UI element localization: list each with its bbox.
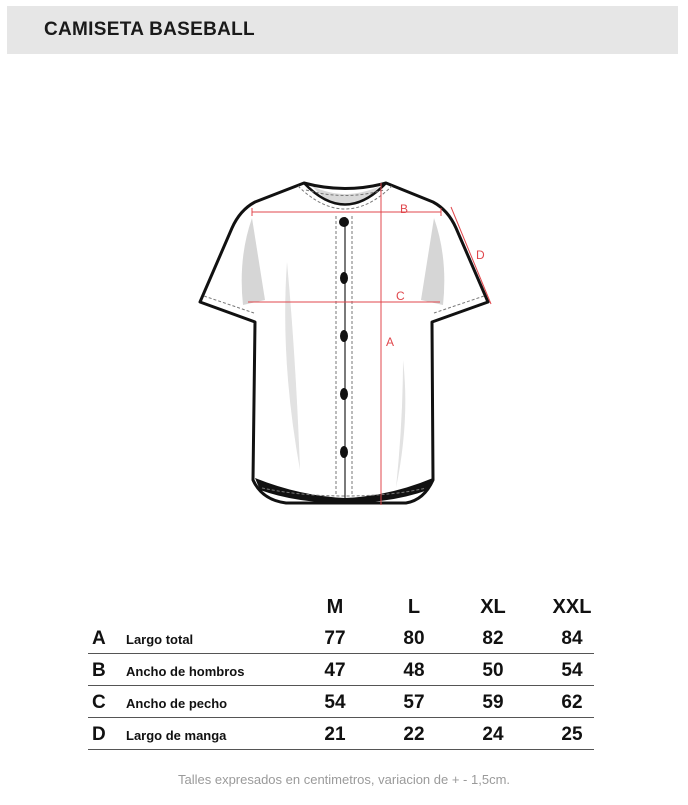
row-letter: A — [92, 628, 106, 649]
row-value: 48 — [403, 660, 425, 681]
row-letter: C — [92, 692, 106, 713]
row-value: 54 — [324, 692, 346, 713]
button-1 — [339, 217, 349, 227]
size-xl: XL — [480, 596, 506, 618]
shirt-fold-right — [396, 360, 405, 488]
size-l: L — [407, 596, 421, 618]
page-title: CAMISETA BASEBALL — [44, 19, 255, 40]
row-label: Largo de manga — [126, 728, 227, 743]
size-xxl: XXL — [552, 596, 592, 618]
row-value: 21 — [324, 724, 346, 745]
shirt-fold-left — [285, 262, 300, 470]
row-value: 47 — [324, 660, 346, 681]
label-c: C — [396, 289, 405, 303]
table-row — [88, 655, 594, 686]
row-value: 22 — [403, 724, 425, 745]
shirt-shade-right — [421, 218, 444, 305]
row-value: 24 — [482, 724, 504, 745]
row-value: 50 — [482, 660, 504, 681]
measure-line-d — [451, 207, 491, 304]
table-row — [88, 719, 594, 750]
row-value: 84 — [561, 628, 583, 649]
row-letter: B — [92, 660, 106, 681]
table-row — [88, 687, 594, 718]
table-row — [88, 623, 594, 654]
row-value: 62 — [561, 692, 583, 713]
size-header — [88, 592, 594, 622]
row-value: 25 — [561, 724, 583, 745]
button-3 — [340, 330, 348, 342]
row-value: 57 — [403, 692, 425, 713]
row-label: Largo total — [126, 632, 194, 647]
row-value: 80 — [403, 628, 425, 649]
row-value: 54 — [561, 660, 583, 681]
label-d: D — [476, 248, 485, 262]
row-letter: D — [92, 724, 106, 745]
measure-lines — [248, 183, 491, 505]
row-value: 82 — [482, 628, 504, 649]
label-b: B — [400, 202, 409, 216]
label-a: A — [386, 335, 395, 349]
shirt-buttons — [339, 217, 349, 458]
row-label: Ancho de hombros — [126, 664, 245, 679]
shirt-shade-left — [242, 218, 265, 305]
footnote: Talles expresados en centimetros, variacion de + - 1,5cm. — [177, 772, 511, 787]
button-5 — [340, 446, 348, 458]
button-2 — [340, 272, 348, 284]
size-table — [88, 592, 594, 750]
shirt-hem-right — [345, 478, 433, 503]
row-value: 59 — [482, 692, 504, 713]
shirt-hem-left — [255, 478, 345, 503]
button-4 — [340, 388, 348, 400]
row-value: 77 — [324, 628, 346, 649]
size-m: M — [326, 596, 344, 618]
row-label: Ancho de pecho — [126, 696, 228, 711]
